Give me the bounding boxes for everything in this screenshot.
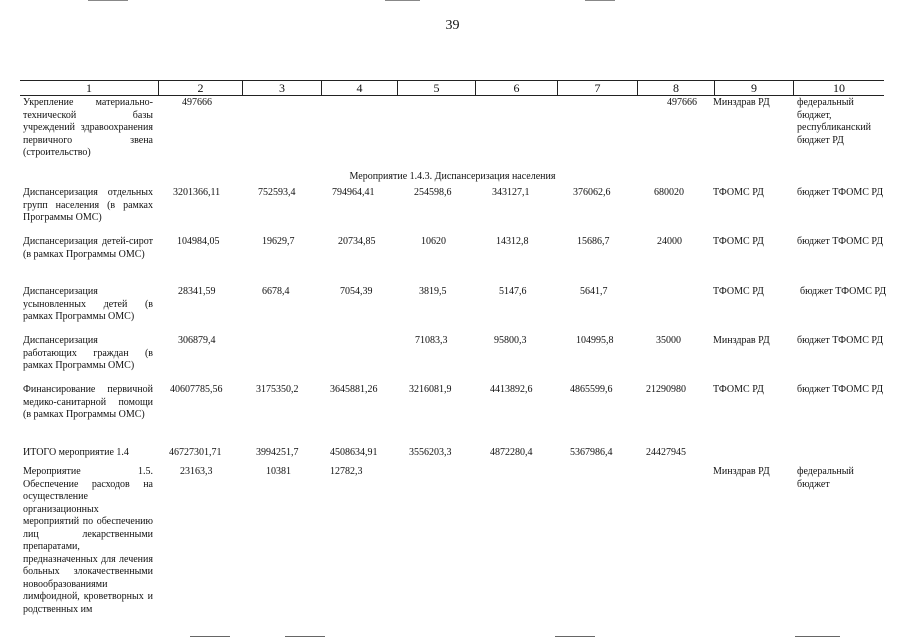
column-header: 2 — [158, 81, 242, 95]
cell-value: 4872280,4 — [490, 447, 533, 458]
row-executor: Минздрав РД — [713, 335, 770, 346]
row-name: ИТОГО мероприятие 1.4 — [23, 447, 129, 458]
cell-value: 343127,1 — [492, 187, 530, 198]
cell-value: 3216081,9 — [409, 384, 452, 395]
cell-value: 4413892,6 — [490, 384, 533, 395]
cell-value: 6678,4 — [262, 286, 290, 297]
row-source: бюджет ТФОМС РД — [797, 384, 884, 395]
row-name: Диспансеризация отдельных групп населения (в рамках Программы ОМС) — [23, 187, 153, 223]
cell-value: 497666 — [182, 97, 212, 108]
row-executor: ТФОМС РД — [713, 384, 764, 395]
cell-value: 23163,3 — [180, 466, 213, 477]
row-executor: Минздрав РД — [713, 466, 770, 477]
scan-artifact-line — [88, 0, 128, 1]
cell-value: 20734,85 — [338, 236, 376, 247]
cell-value: 3556203,3 — [409, 447, 452, 458]
row-name: Диспансеризация усыновленных детей (в рамках Программы ОМС) — [23, 286, 153, 322]
page-number: 39 — [445, 18, 460, 33]
cell-value: 15686,7 — [577, 236, 610, 247]
cell-value: 10381 — [266, 466, 291, 477]
cell-value: 306879,4 — [178, 335, 216, 346]
scan-artifact-line — [385, 0, 420, 1]
row-source: бюджет ТФОМС РД — [797, 236, 884, 247]
row-executor: ТФОМС РД — [713, 187, 764, 198]
subsection-title: Мероприятие 1.4.3. Диспансеризация населения — [349, 171, 556, 182]
cell-value: 3201366,11 — [173, 187, 221, 198]
scan-artifact-line — [555, 636, 595, 637]
cell-value: 19629,7 — [262, 236, 295, 247]
cell-value: 104995,8 — [576, 335, 614, 346]
column-header: 10 — [793, 81, 884, 95]
column-header: 8 — [637, 81, 714, 95]
row-source: федеральный бюджет — [797, 466, 854, 490]
cell-value: 254598,6 — [414, 187, 452, 198]
scan-artifact-line — [795, 636, 840, 637]
row-source: федеральный бюджет, республиканский бюджет РД — [797, 97, 872, 146]
cell-value: 104984,05 — [177, 236, 220, 247]
cell-value: 3819,5 — [419, 286, 447, 297]
cell-value: 95800,3 — [494, 335, 527, 346]
cell-value: 28341,59 — [178, 286, 216, 297]
cell-value: 752593,4 — [258, 187, 296, 198]
scan-artifact-line — [285, 636, 325, 637]
cell-value: 40607785,56 — [170, 384, 223, 395]
column-header: 7 — [557, 81, 637, 95]
row-source: бюджет ТФОМС РД — [797, 335, 884, 346]
cell-value: 7054,39 — [340, 286, 373, 297]
scan-artifact-line — [585, 0, 615, 1]
cell-value: 10620 — [421, 236, 446, 247]
cell-value: 4865599,6 — [570, 384, 613, 395]
row-source: бюджет ТФОМС РД — [800, 286, 887, 297]
row-executor: ТФОМС РД — [713, 286, 764, 297]
cell-value: 794964,41 — [332, 187, 375, 198]
cell-value: 5147,6 — [499, 286, 527, 297]
row-name: Диспансеризация детей-сирот (в рамках Программы ОМС) — [23, 236, 153, 260]
row-name: Диспансеризация работающих граждан (в рамках Программы ОМС) — [23, 335, 153, 371]
row-executor: Минздрав РД — [713, 97, 770, 108]
cell-value: 24427945 — [646, 447, 686, 458]
cell-value: 35000 — [656, 335, 681, 346]
cell-value: 46727301,71 — [169, 447, 222, 458]
cell-value: 71083,3 — [415, 335, 448, 346]
row-name: Укрепление материально-технической базы учреждений здравоохранения первичного звена (строительство) — [23, 97, 153, 158]
cell-value: 24000 — [657, 236, 682, 247]
column-header: 4 — [321, 81, 397, 95]
cell-value: 497666 — [667, 97, 697, 108]
cell-value: 21290980 — [646, 384, 686, 395]
cell-value: 3994251,7 — [256, 447, 299, 458]
cell-value: 376062,6 — [573, 187, 611, 198]
row-name: Мероприятие 1.5. Обеспечение расходов на осуществление организационных мероприятий по обеспечению лиц лекарственными препаратами, предназначенных для лечения больных злокачественными новообразованиями лимфоидной, кроветворных и родственных им — [23, 466, 153, 615]
cell-value: 680020 — [654, 187, 684, 198]
column-header: 5 — [397, 81, 475, 95]
cell-value: 3645881,26 — [330, 384, 378, 395]
column-header: 3 — [242, 81, 321, 95]
cell-value: 14312,8 — [496, 236, 529, 247]
scan-artifact-line — [190, 636, 230, 637]
row-name: Финансирование первичной медико-санитарной помощи (в рамках Программы ОМС) — [23, 384, 153, 420]
column-header: 1 — [86, 81, 92, 95]
table-header — [20, 80, 884, 96]
row-executor: ТФОМС РД — [713, 236, 764, 247]
cell-value: 5367986,4 — [570, 447, 613, 458]
cell-value: 5641,7 — [580, 286, 608, 297]
row-source: бюджет ТФОМС РД — [797, 187, 884, 198]
cell-value: 12782,3 — [330, 466, 363, 477]
column-header: 9 — [714, 81, 793, 95]
cell-value: 3175350,2 — [256, 384, 299, 395]
cell-value: 4508634,91 — [330, 447, 378, 458]
column-header: 6 — [475, 81, 557, 95]
